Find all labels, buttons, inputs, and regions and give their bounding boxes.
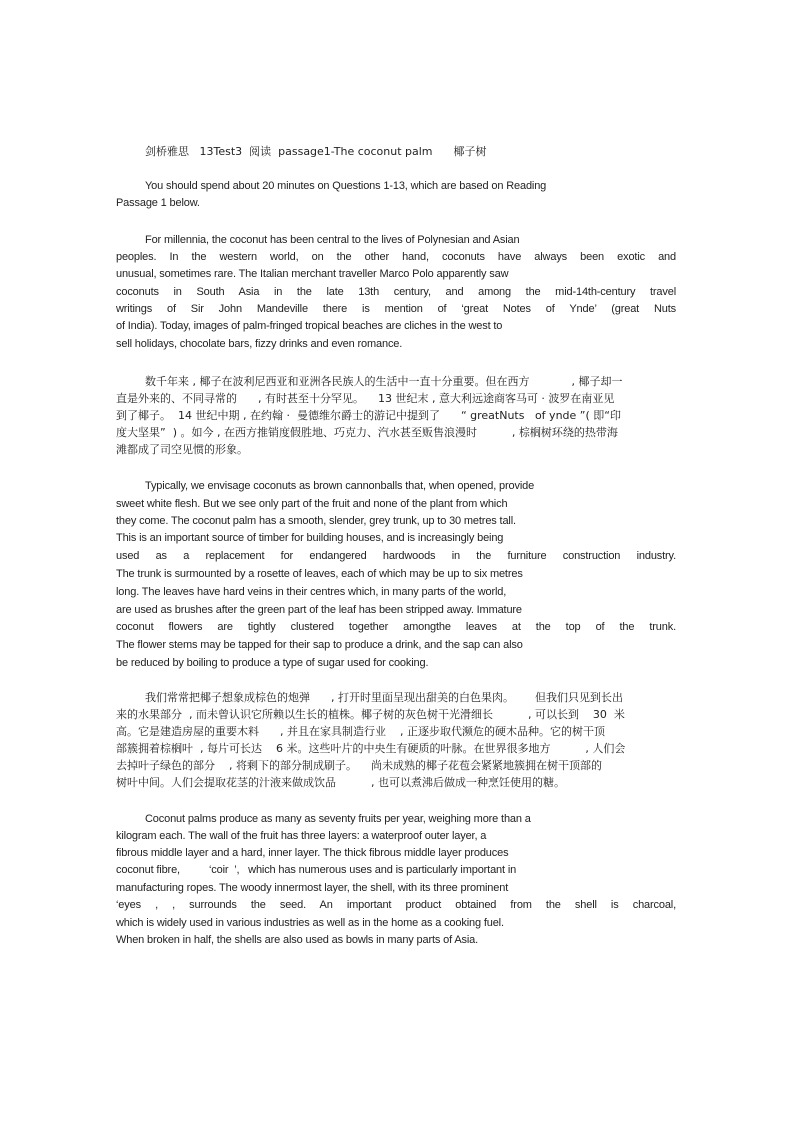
paragraph-3-line: When broken in half, the shells are also used as bowls in many parts of Asia. bbox=[116, 934, 479, 946]
paragraph-1-line: writings of Sir John Mandeville there is mention of ‘great Notes of Ynde’ (great Nuts bbox=[116, 303, 676, 315]
paragraph-1-translation-line: 直是外来的、不同寻常的 , 有时甚至十分罕见。 13 世纪末 , 意大利远途商客马可 · 波罗在南亚见 bbox=[116, 392, 615, 405]
paragraph-3-line: kilogram each. The wall of the fruit has three layers: a waterproof outer layer, a bbox=[116, 830, 487, 842]
paragraph-2-line: sweet white flesh. But we see only part of the fruit and none of the plant from which bbox=[116, 498, 508, 510]
paragraph-3-line: Coconut palms produce as many as seventy fruits per year, weighing more than a bbox=[145, 813, 531, 825]
instructions-line-2: Passage 1 below. bbox=[116, 197, 200, 209]
document-title: 剑桥雅思 13Test3 阅读 passage1-The coconut palm 椰子树 bbox=[145, 145, 487, 158]
instructions-line-1: You should spend about 20 minutes on Questions 1-13, which are based on Reading bbox=[145, 180, 547, 192]
paragraph-3-line: which is widely used in various industries as well as in the home as a cooking fuel. bbox=[116, 917, 504, 929]
paragraph-1-line: coconuts in South Asia in the late 13th century, and among the mid-14th-century travel bbox=[116, 286, 676, 298]
paragraph-3-line: ‘eyes , , surrounds the seed. An important product obtained from the shell is charcoal, bbox=[116, 899, 676, 911]
paragraph-2-line: are used as brushes after the green part of the leaf has been stripped away. Immature bbox=[116, 604, 522, 616]
paragraph-1-line: For millennia, the coconut has been central to the lives of Polynesian and Asian bbox=[145, 234, 520, 246]
paragraph-2-line: Typically, we envisage coconuts as brown cannonballs that, when opened, provide bbox=[145, 480, 535, 492]
paragraph-1-translation-line: 度大坚果” ) 。如今 , 在西方推销度假胜地、巧克力、汽水甚至贩售浪漫时 , 棕榈树环绕的热带海 bbox=[116, 426, 618, 439]
paragraph-2-line: coconut flowers are tightly clustered together amongthe leaves at the top of the trunk. bbox=[116, 621, 676, 633]
paragraph-2-line: long. The leaves have hard veins in their centres which, in many parts of the world, bbox=[116, 586, 507, 598]
paragraph-1-translation-line: 滩都成了司空见惯的形象。 bbox=[116, 443, 248, 456]
paragraph-3-line: coconut fibre, ‘coir ’, which has numerous uses and is particularly important in bbox=[116, 864, 517, 876]
paragraph-2-translation-line: 部簇拥着棕榈叶 , 每片可长达 6 米。这些叶片的中央生有硬质的叶脉。在世界很多地方 , 人们会 bbox=[116, 742, 626, 755]
paragraph-1-translation-line: 数千年来 , 椰子在波利尼西亚和亚洲各民族人的生活中一直十分重要。但在西方 , 椰子却一 bbox=[145, 375, 623, 388]
paragraph-1-line: unusual, sometimes rare. The Italian merchant traveller Marco Polo apparently saw bbox=[116, 268, 509, 280]
paragraph-1-line: sell holidays, chocolate bars, fizzy drinks and even romance. bbox=[116, 338, 403, 350]
paragraph-2-translation-line: 高。它是建造房屋的重要木料 , 并且在家具制造行业 , 正逐步取代濒危的硬木品种。它的树干顶 bbox=[116, 725, 605, 738]
paragraph-2-translation-line: 去掉叶子绿色的部分 , 将剩下的部分制成刷子。 尚未成熟的椰子花苞会紧紧地簇拥在树干顶部的 bbox=[116, 759, 602, 772]
paragraph-2-line: be reduced by boiling to produce a type of sugar used for cooking. bbox=[116, 657, 429, 669]
paragraph-2-translation-line: 树叶中间。人们会提取花茎的汁液来做成饮品 , 也可以煮沸后做成一种烹饪使用的糖。 bbox=[116, 776, 565, 789]
paragraph-2-translation-line: 来的水果部分 , 而未曾认识它所赖以生长的植株。椰子树的灰色树干光滑细长 , 可以长到 30 米 bbox=[116, 708, 625, 721]
paragraph-1-line: peoples. In the western world, on the other hand, coconuts have always been exotic and bbox=[116, 251, 676, 263]
paragraph-3-line: fibrous middle layer and a hard, inner layer. The thick fibrous middle layer produces bbox=[116, 847, 509, 859]
paragraph-3-line: manufacturing ropes. The woody innermost layer, the shell, with its three prominent bbox=[116, 882, 509, 894]
paragraph-2-line: The flower stems may be tapped for their sap to produce a drink, and the sap can also bbox=[116, 639, 523, 651]
paragraph-2-translation-line: 我们常常把椰子想象成棕色的炮弹 , 打开时里面呈现出甜美的白色果肉。 但我们只见到长出 bbox=[145, 691, 623, 704]
paragraph-1-line: of India). Today, images of palm-fringed tropical beaches are cliches in the west to bbox=[116, 320, 503, 332]
paragraph-2-line: This is an important source of timber for building houses, and is increasingly being bbox=[116, 532, 504, 544]
paragraph-2-line: used as a replacement for endangered hardwoods in the furniture construction industry. bbox=[116, 550, 676, 562]
paragraph-2-line: they come. The coconut palm has a smooth, slender, grey trunk, up to 30 metres tall. bbox=[116, 515, 516, 527]
paragraph-1-translation-line: 到了椰子。 14 世纪中期 , 在约翰 · 曼德维尔爵士的游记中提到了 “ greatNuts of ynde ”( 即“印 bbox=[116, 409, 621, 422]
paragraph-2-line: The trunk is surmounted by a rosette of leaves, each of which may be up to six metres bbox=[116, 568, 523, 580]
